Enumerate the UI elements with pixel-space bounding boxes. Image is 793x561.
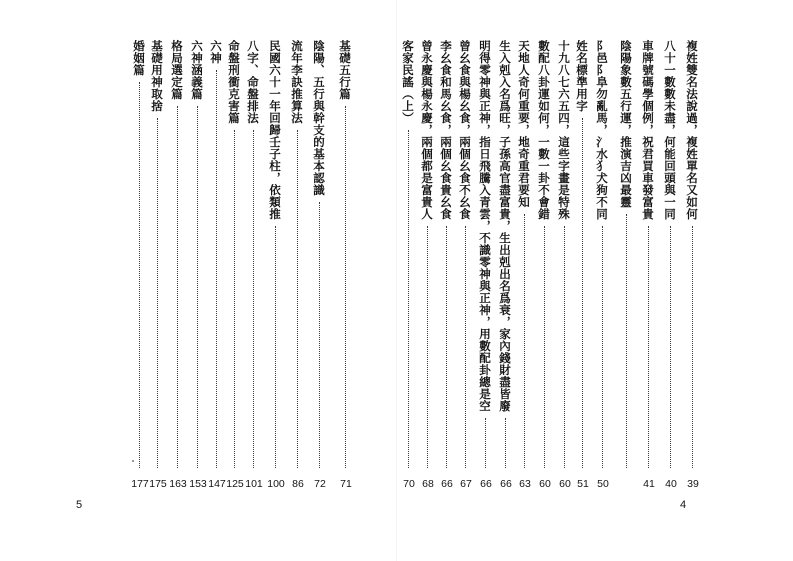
toc-entry[interactable] (498, 40, 514, 490)
toc-entry-page: 163 (169, 478, 187, 490)
dot-leader (648, 226, 649, 468)
toc-entry-page: 153 (189, 478, 207, 490)
toc-entry-title: 命盤刑衝克害篇 (227, 40, 241, 124)
toc-entry-page: 71 (340, 478, 352, 490)
toc-entry[interactable] (209, 40, 225, 490)
toc-entry-page: 63 (519, 478, 531, 490)
right-page (397, 0, 793, 561)
toc-entry[interactable] (132, 40, 148, 490)
toc-entry[interactable] (619, 40, 635, 490)
toc-entry-title: 曾幺食與楊幺食，兩個幺食不幺食 (458, 40, 472, 220)
toc-entry[interactable] (685, 40, 701, 490)
toc-entry-title: 八字、命盤排法 (246, 40, 260, 124)
toc-entry[interactable] (170, 40, 186, 490)
toc-entry-title: 李幺食和馬幺食，兩個幺食貴幺食 (439, 40, 453, 220)
toc-entry-title: 陰陽象數五行運，推演吉凶最靈 (619, 40, 633, 208)
toc-entry-title: 六神 (209, 40, 223, 64)
folio-right: 4 (680, 499, 687, 511)
toc-entry-page: 147 (208, 478, 226, 490)
toc-entry[interactable] (557, 40, 573, 490)
dot-leader (465, 226, 466, 468)
dot-leader (234, 130, 235, 468)
toc-entry-page: 100 (267, 478, 285, 490)
toc-entry-title: 婚姻篇 (132, 40, 146, 76)
toc-entry-page: 86 (292, 478, 304, 490)
toc-entry-title: 天地人奇何重要，地奇重君要知 (517, 40, 531, 208)
toc-entry-page: 72 (314, 478, 326, 490)
toc-entry[interactable] (575, 40, 591, 490)
folio-left: 5 (76, 499, 83, 511)
toc-entry[interactable] (517, 40, 533, 490)
toc-entry-page: 68 (422, 478, 434, 490)
toc-entry[interactable] (290, 40, 306, 490)
dot-leader (446, 226, 447, 468)
left-page (0, 0, 396, 561)
toc-entry[interactable] (227, 40, 243, 490)
toc-entry-page: 50 (597, 478, 609, 490)
toc-entry-title: 車牌號碼學個例，祝君買車發富貴 (641, 40, 655, 220)
toc-entry-page: 60 (559, 478, 571, 490)
toc-entry-title: 流年李訣推算法 (290, 40, 304, 124)
toc-entry-title: 基礎用神取捨 (150, 40, 164, 112)
dot-leader (544, 226, 545, 468)
toc-entry[interactable] (190, 40, 206, 490)
toc-entry-title: 數配八卦運如何，一數一卦不會錯 (537, 40, 551, 220)
dot-leader (297, 130, 298, 468)
toc-entry-title: 基礎五行篇 (338, 40, 352, 100)
toc-entry-title: 阝邑阝阜勿亂馬，氵水犭犬狗不同 (595, 40, 609, 220)
dot-leader (670, 226, 671, 468)
dot-leader (253, 130, 254, 468)
toc-entry-title: 六神涵義篇 (190, 40, 204, 100)
toc-entry-title: 曾永慶與楊永慶，兩個都是富貴人 (420, 40, 434, 220)
toc-entry-page: 40 (665, 478, 677, 490)
toc-entry[interactable] (458, 40, 474, 490)
toc-entry-page: 67 (460, 478, 472, 490)
toc-entry[interactable] (478, 40, 494, 490)
dot-leader (216, 70, 217, 468)
dot-leader (275, 226, 276, 468)
toc-entry-page: 41 (643, 478, 655, 490)
dot-leader (582, 118, 583, 468)
toc-entry-title: 客家民謠（上） (401, 40, 415, 124)
toc-entry-title: 姓名標準用字 (575, 40, 589, 112)
toc-entry[interactable] (268, 40, 284, 490)
toc-entry-page: 60 (539, 478, 551, 490)
dot-leader (564, 226, 565, 468)
toc-entry-title: 明得零神與正神，指日飛騰入青雲，不識零神與正神，用數配卦總是空 (478, 40, 492, 412)
dot-leader (157, 118, 158, 468)
toc-entry-page: 66 (441, 478, 453, 490)
dot-leader (197, 106, 198, 468)
dot-leader (692, 226, 693, 468)
toc-entry-page: 70 (403, 478, 415, 490)
toc-entry[interactable] (150, 40, 166, 490)
toc-entry-page: 177 (131, 478, 149, 490)
toc-entry-page: 101 (245, 478, 263, 490)
toc-entry-page: 125 (226, 478, 244, 490)
dot-leader (626, 214, 627, 468)
toc-entry[interactable] (537, 40, 553, 490)
dot-leader (408, 130, 409, 468)
toc-entry[interactable] (401, 40, 417, 490)
toc-entry-title: 複姓雙名法說過，複姓單名又如何 (685, 40, 699, 220)
toc-entry[interactable] (338, 40, 354, 490)
toc-entry-title: 生入剋入名爲旺，子孫高官盡富貴，生出剋出名爲衰，家內錢財盡皆廢 (498, 40, 512, 412)
dot-leader (345, 106, 346, 468)
toc-entry-title: 十九八七六五四，這些字畫是特殊 (557, 40, 571, 220)
toc-entry[interactable] (641, 40, 657, 490)
toc-entry[interactable] (420, 40, 436, 490)
dot-leader (485, 418, 486, 468)
toc-entry-title: 民國六十一年回歸壬子柱，依類推 (268, 40, 282, 220)
dot-leader (139, 82, 140, 468)
toc-entry-page: 175 (149, 478, 167, 490)
toc-entry-page: 39 (687, 478, 699, 490)
dot-leader (427, 226, 428, 468)
toc-entry-page: 66 (480, 478, 492, 490)
dot-leader (319, 202, 320, 468)
dot-leader (524, 214, 525, 468)
toc-entry-title: 八十一數數未盡，何能回頭與一同 (663, 40, 677, 220)
dot-leader (602, 226, 603, 468)
toc-entry[interactable] (439, 40, 455, 490)
dot-leader (177, 106, 178, 468)
toc-entry-page: 51 (577, 478, 589, 490)
toc-entry-title: 格局選定篇 (170, 40, 184, 100)
toc-entry[interactable] (663, 40, 679, 490)
toc-entry[interactable] (246, 40, 262, 490)
toc-entry[interactable] (312, 40, 328, 490)
toc-entry[interactable] (595, 40, 611, 490)
toc-entry-page: 66 (500, 478, 512, 490)
dot-leader (505, 418, 506, 468)
toc-entry-title: 陰陽、五行與幹支的基本認識 (312, 40, 326, 196)
